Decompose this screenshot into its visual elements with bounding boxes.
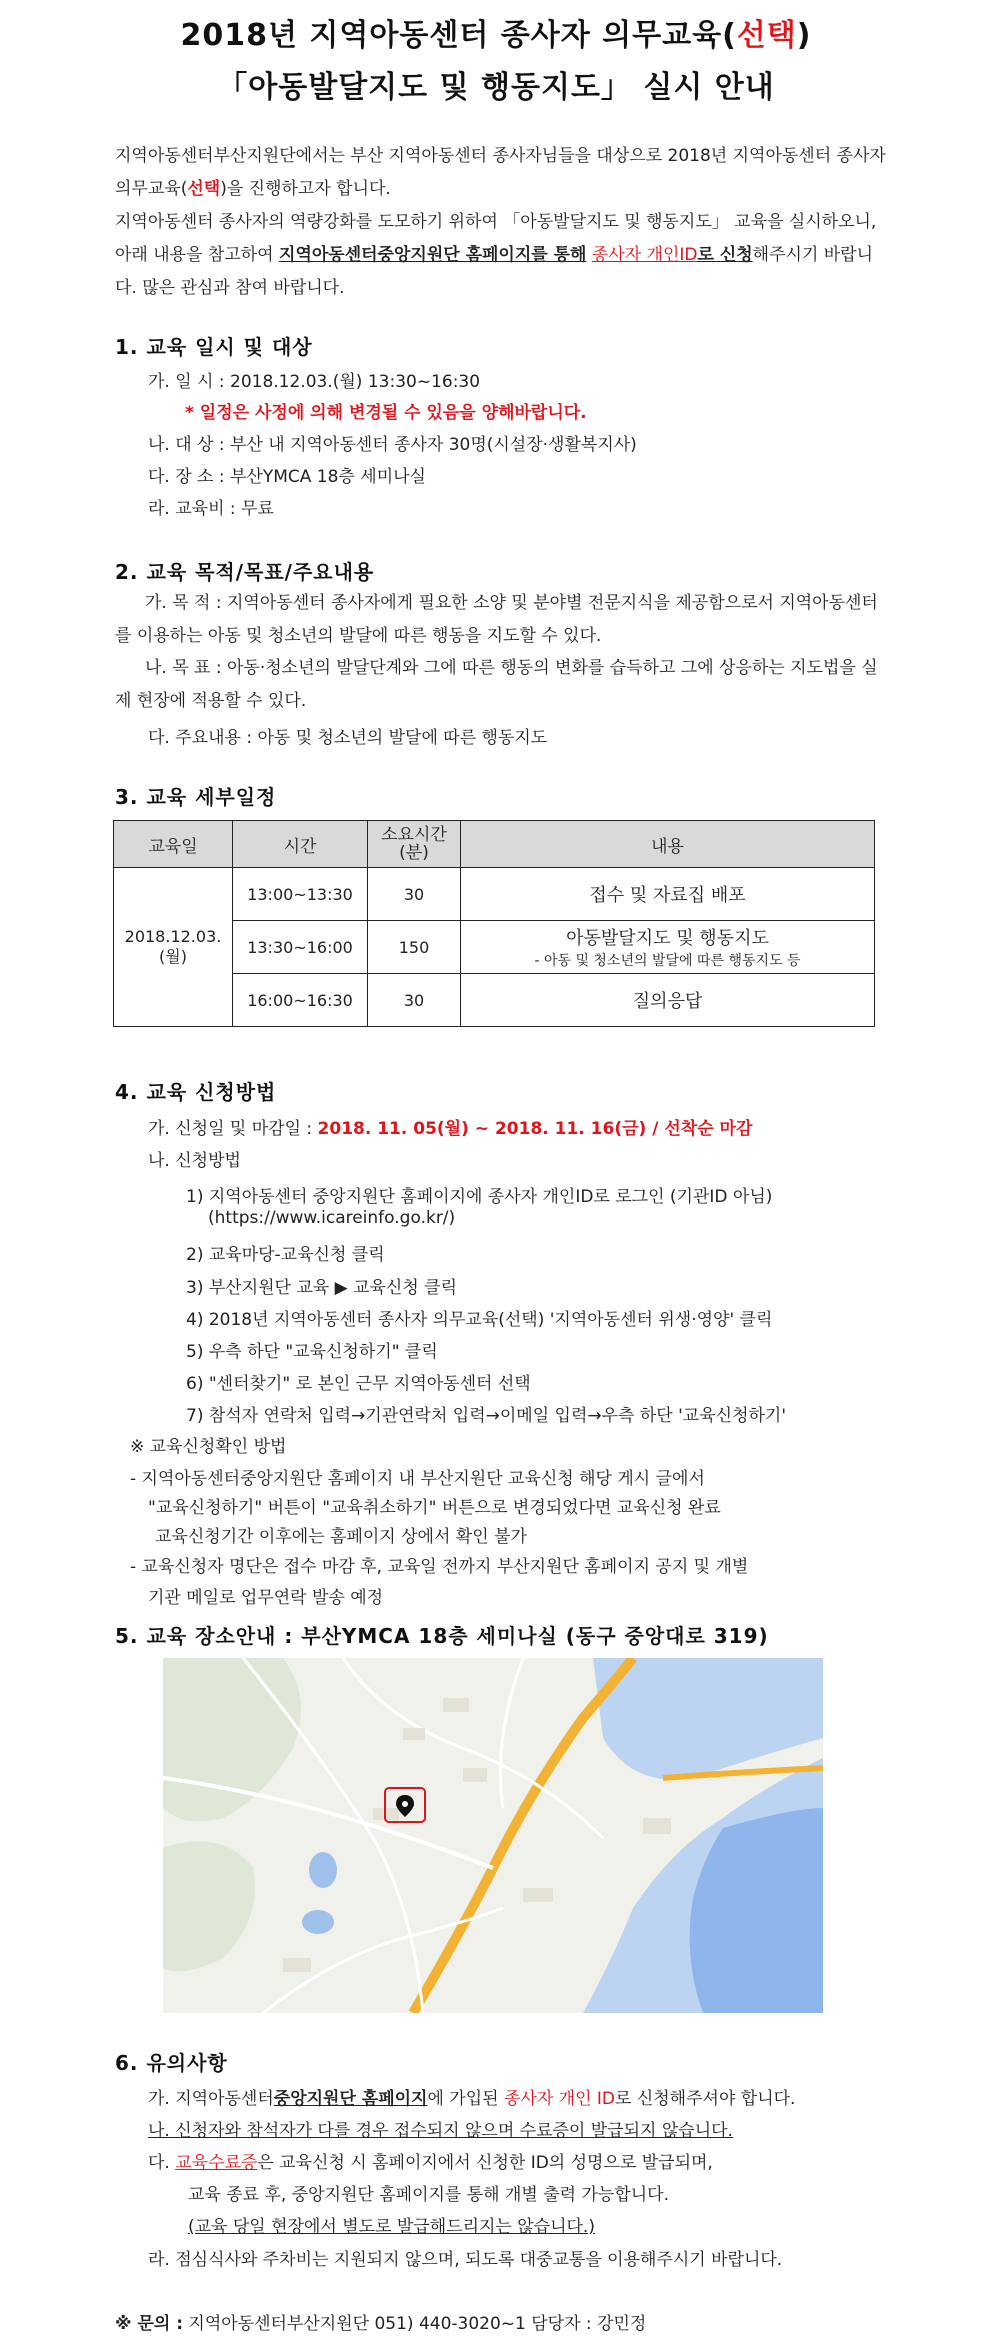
- schedule-table: [113, 820, 875, 1027]
- s4-step: 1) 지역아동센터 중앙지원단 홈페이지에 종사자 개인ID로 로그인 (기관ID 아님): [186, 1187, 773, 1207]
- map-graphic: [163, 1658, 823, 2013]
- intro-paragraph-1: 지역아동센터부산지원단에서는 부산 지역아동센터 종사자님들을 대상으로 2018년 지역아동센터 종사자 의무교육(선택)을 진행하고자 합니다.: [115, 146, 886, 199]
- s4-step: 2) 교육마당-교육신청 클릭: [186, 1245, 385, 1265]
- section-5-heading: 5. 교육 장소안내 : 부산YMCA 18층 세미나실 (동구 중앙대로 319): [115, 1624, 769, 1648]
- s6-item-d: 라. 점심식사와 주차비는 지원되지 않으며, 되도록 대중교통을 이용해주시기 바랍니다.: [148, 2250, 783, 2270]
- contact-text: 지역아동센터부산지원단 051) 440-3020~1 담당자 : 강민정: [183, 2314, 647, 2334]
- cell-content: [461, 921, 875, 974]
- s1-date: 가. 일 시 : 2018.12.03.(월) 13:30~16:30: [148, 372, 481, 392]
- s4-confirm: 기관 메일로 업무연락 발송 예정: [148, 1588, 384, 1608]
- s4-confirm: 교육신청기간 이후에는 홈페이지 상에서 확인 불가: [155, 1527, 527, 1547]
- header-duration: 소요시간 (분): [368, 821, 461, 868]
- cell-time: 16:00~16:30: [233, 974, 368, 1027]
- s4-period: 가. 신청일 및 마감일 : 2018. 11. 05(월) ~ 2018. 11. 16(금) / 선착순 마감: [148, 1119, 753, 1139]
- homepage-emphasis: 지역아동센터중앙지원단 홈페이지를 통해: [279, 245, 587, 265]
- s4-period-dates: 2018. 11. 05(월) ~ 2018. 11. 16(금) / 선착순 마감: [317, 1119, 753, 1139]
- s4-confirm: - 지역아동센터중앙지원단 홈페이지 내 부산지원단 교육신청 해당 게시 글에서: [130, 1469, 705, 1489]
- personal-id-emphasis: 종사자 개인ID: [591, 245, 698, 265]
- s4-step: 5) 우측 하단 "교육신청하기" 클릭: [186, 1342, 438, 1362]
- cell-date: 2018.12.03. (월): [114, 868, 233, 1027]
- s4-confirm: "교육신청하기" 버튼이 "교육취소하기" 버튼으로 변경되었다면 교육신청 완료: [148, 1498, 721, 1518]
- section-1-heading: 1. 교육 일시 및 대상: [115, 335, 313, 359]
- s6-item-c-3: (교육 당일 현장에서 별도로 발급해드리지는 않습니다.): [188, 2217, 595, 2237]
- cell-duration: 150: [368, 921, 461, 974]
- section-3-heading: 3. 교육 세부일정: [115, 785, 277, 809]
- contact-line: [115, 2309, 646, 2334]
- intro-paragraph-2: 지역아동센터 종사자의 역량강화를 도모하기 위하여 「아동발달지도 및 행동지도」 교육을 실시하오니, 아래 내용을 참고하여 지역아동센터중앙지원단 홈페이지를 통해 종사자 개인ID로 신청해주시기 바랍니다. 많은 관심과 참여 바랍니다.: [115, 212, 877, 298]
- schedule-header-row: [114, 821, 875, 868]
- contact-label: ※ 문의 :: [115, 2314, 184, 2334]
- section-2-heading: 2. 교육 목적/목표/주요내용: [115, 560, 375, 584]
- section-4-heading: 4. 교육 신청방법: [115, 1080, 277, 1104]
- cell-content: 접수 및 자료집 배포: [461, 868, 875, 921]
- s4-step: 7) 참석자 연락처 입력→기관연락처 입력→이메일 입력→우측 하단 '교육신청하기': [186, 1406, 787, 1426]
- s2-goal: 나. 목 표 : 아동·청소년의 발달단계와 그에 따른 행동의 변화를 습득하고 그에 상응하는 지도법을 실제 현장에 적용할 수 있다.: [115, 658, 878, 711]
- title-line-2: 「아동발달지도 및 행동지도」 실시 안내: [217, 70, 775, 105]
- s4-step: 6) "센터찾기" 로 본인 근무 지역아동센터 선택: [186, 1374, 531, 1394]
- cell-duration: 30: [368, 974, 461, 1027]
- title-highlight: 선택: [736, 18, 797, 53]
- s4-step: 4) 2018년 지역아동센터 종사자 의무교육(선택) '지역아동센터 위생·영양' 클릭: [186, 1310, 773, 1330]
- title-line-1: 2018년 지역아동센터 종사자 의무교육(선택): [180, 18, 812, 53]
- s1-place: 다. 장 소 : 부산YMCA 18층 세미나실: [148, 467, 426, 487]
- header-content: 내용: [461, 821, 875, 868]
- section-6-heading: 6. 유의사항: [115, 2051, 228, 2075]
- content-title: 아동발달지도 및 행동지도: [566, 928, 769, 949]
- s4-confirm: - 교육신청자 명단은 접수 마감 후, 교육일 전까지 부산지원단 홈페이지 공지 및 개별: [130, 1557, 749, 1577]
- s6-item-c: 다. 교육수료증은 교육신청 시 홈페이지에서 신청한 ID의 성명으로 발급되며,: [148, 2153, 713, 2173]
- cell-time: 13:30~16:00: [233, 921, 368, 974]
- s6-item-b: 나. 신청자와 참석자가 다를 경우 접수되지 않으며 수료증이 발급되지 않습니다.: [148, 2121, 733, 2141]
- table-row: [114, 868, 875, 921]
- s1-fee: 라. 교육비 : 무료: [148, 499, 274, 519]
- header-time: 시간: [233, 821, 368, 868]
- s6-item-a: 가. 지역아동센터중앙지원단 홈페이지에 가입된 종사자 개인 ID로 신청해주셔야 합니다.: [148, 2089, 796, 2109]
- cell-content: 질의응답: [461, 974, 875, 1027]
- location-map[interactable]: [163, 1658, 823, 2013]
- s6-item-c-2: 교육 종료 후, 중앙지원단 홈페이지를 통해 개별 출력 가능합니다.: [188, 2185, 670, 2205]
- s4-step: 3) 부산지원단 교육 ▶ 교육신청 클릭: [186, 1278, 458, 1298]
- s1-schedule-note: * 일정은 사정에 의해 변경될 수 있음을 양해바랍니다.: [185, 403, 587, 423]
- cell-duration: 30: [368, 868, 461, 921]
- content-subtitle: - 아동 및 청소년의 발달에 따른 행동지도 등: [534, 953, 801, 969]
- s2-purpose: 가. 목 적 : 지역아동센터 종사자에게 필요한 소양 및 분야별 전문지식을 제공함으로서 지역아동센터를 이용하는 아동 및 청소년의 발달에 따른 행동을 지도할 수 있다.: [115, 593, 878, 646]
- cell-time: 13:00~13:30: [233, 868, 368, 921]
- s4-confirm-heading: ※ 교육신청확인 방법: [130, 1437, 287, 1457]
- s4-method-label: 나. 신청방법: [148, 1151, 241, 1171]
- s2-content: 다. 주요내용 : 아동 및 청소년의 발달에 따른 행동지도: [148, 728, 548, 748]
- header-date: 교육일: [114, 821, 233, 868]
- s1-target: 나. 대 상 : 부산 내 지역아동센터 종사자 30명(시설장·생활복지사): [148, 435, 637, 455]
- s4-step-url: (https://www.icareinfo.go.kr/): [208, 1208, 456, 1228]
